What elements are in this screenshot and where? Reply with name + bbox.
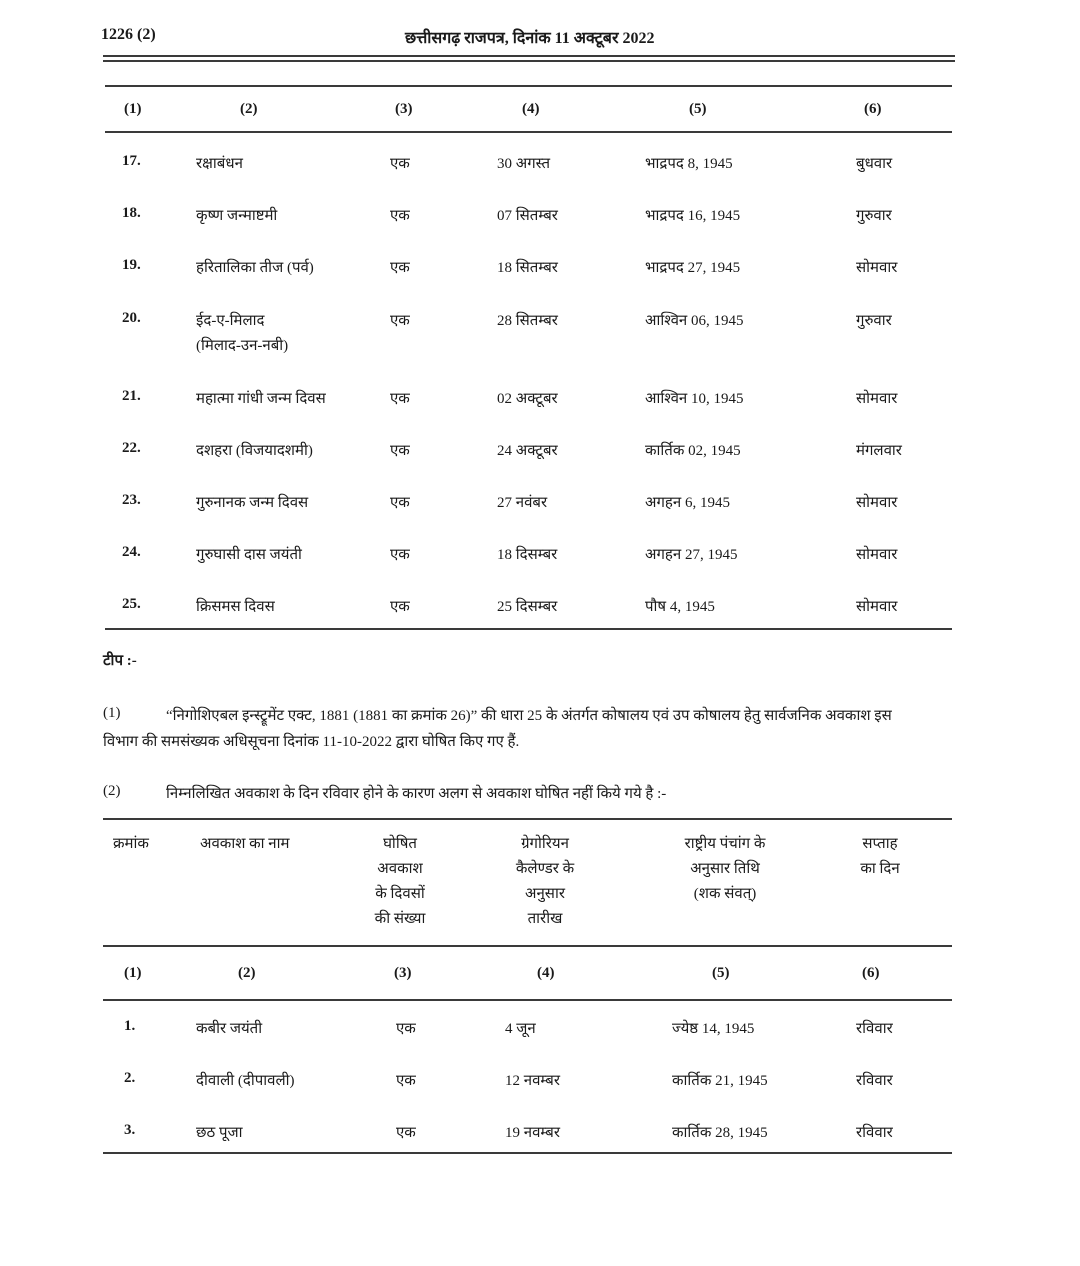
holiday-name: रक्षाबंधन: [196, 156, 243, 172]
weekday: गुरुवार: [856, 313, 892, 329]
weekday: सोमवार: [856, 260, 898, 276]
column-number: (3): [395, 101, 413, 117]
gregorian-date: 28 सितम्बर: [497, 313, 558, 329]
table-top-rule: [105, 85, 952, 87]
gregorian-date: 18 दिसम्बर: [497, 547, 558, 563]
weekday: मंगलवार: [856, 443, 902, 459]
serial-number: 19.: [122, 257, 141, 273]
gregorian-date: 25 दिसम्बर: [497, 599, 558, 615]
holiday-name: क्रिसमस दिवस: [196, 599, 275, 615]
saka-date: आश्विन 10, 1945: [645, 391, 744, 407]
saka-date: भाद्रपद 27, 1945: [645, 260, 741, 276]
holiday-days: एक: [390, 495, 410, 511]
serial-number: 20.: [122, 310, 141, 326]
column-header-line: क्रमांक: [113, 836, 149, 852]
weekday: सोमवार: [856, 599, 898, 615]
serial-number: 25.: [122, 596, 141, 612]
holiday-name: हरितालिका तीज (पर्व): [196, 260, 314, 276]
serial-number: 17.: [122, 153, 141, 169]
table2-header-rule: [103, 945, 952, 947]
weekday: सोमवार: [856, 495, 898, 511]
column-header-line: राष्ट्रीय पंचांग के: [684, 836, 766, 852]
holiday-days: एक: [390, 547, 410, 563]
column-number: (5): [689, 101, 707, 117]
column-header: [655, 832, 795, 907]
table2-top-rule: [103, 818, 952, 820]
column-header: [113, 832, 163, 857]
note-text-line1: “निगोशिएबल इन्स्ट्रूमेंट एक्ट, 1881 (1881 का क्रमांक 26)” की धारा 25 के अंतर्गत कोषालय एवं उप कोषालय हेतु सार्वजनिक अवकाश इस: [166, 708, 892, 724]
column-number: (4): [522, 101, 540, 117]
serial-number: 22.: [122, 440, 141, 456]
saka-date: कार्तिक 02, 1945: [645, 443, 741, 459]
serial-number: 18.: [122, 205, 141, 221]
saka-date: भाद्रपद 8, 1945: [645, 156, 733, 172]
weekday: सोमवार: [856, 391, 898, 407]
note-text-line2: विभाग की समसंख्यक अधिसूचना दिनांक 11-10-2022 द्वारा घोषित किए गए हैं.: [103, 734, 520, 750]
holiday-name: गुरुघासी दास जयंती: [196, 547, 302, 563]
weekday: रविवार: [856, 1021, 893, 1037]
gregorian-date: 19 नवम्बर: [505, 1125, 560, 1141]
holiday-days: एक: [396, 1073, 416, 1089]
column-number: (2): [240, 101, 258, 117]
serial-number: 3.: [124, 1122, 136, 1138]
gregorian-date: 30 अगस्त: [497, 156, 551, 172]
weekday: गुरुवार: [856, 208, 892, 224]
saka-date: भाद्रपद 16, 1945: [645, 208, 741, 224]
column-header-line: की संख्या: [374, 911, 426, 927]
holiday-name: कृष्ण जन्माष्टमी: [196, 208, 278, 224]
holiday-days: एक: [390, 208, 410, 224]
column-number: (3): [394, 965, 412, 981]
gregorian-date: 18 सितम्बर: [497, 260, 558, 276]
serial-number: 1.: [124, 1018, 136, 1034]
column-header-line: ग्रेगोरियन: [521, 836, 569, 852]
weekday: सोमवार: [856, 547, 898, 563]
holiday-days: एक: [390, 156, 410, 172]
column-header: [355, 832, 445, 932]
note-number: (1): [103, 705, 121, 721]
saka-date: पौष 4, 1945: [645, 599, 715, 615]
gregorian-date: 4 जून: [505, 1021, 536, 1037]
weekday: रविवार: [856, 1125, 893, 1141]
page-number: 1226 (2): [101, 26, 156, 43]
serial-number: 2.: [124, 1070, 136, 1086]
holiday-days: एक: [396, 1021, 416, 1037]
column-header-line: कैलेण्डर के: [515, 861, 575, 877]
column-number: (5): [712, 965, 730, 981]
table2-bottom-rule: [103, 1152, 952, 1154]
notes-heading: टीप :-: [103, 653, 137, 669]
column-header-line: का दिन: [860, 861, 900, 877]
column-header-line: सप्ताह: [862, 836, 898, 852]
column-header-line: घोषित: [383, 836, 417, 852]
column-header-line: अनुसार तिथि: [690, 861, 760, 877]
column-header-line: (शक संवत्): [693, 886, 757, 902]
note-text: निम्नलिखित अवकाश के दिन रविवार होने के कारण अलग से अवकाश घोषित नहीं किये गये है :-: [166, 786, 667, 802]
column-number: (4): [537, 965, 555, 981]
holiday-name: (मिलाद-उन-नबी): [196, 338, 289, 354]
table-header-rule: [105, 131, 952, 133]
weekday: रविवार: [856, 1073, 893, 1089]
gregorian-date: 02 अक्टूबर: [497, 391, 558, 407]
column-header-line: के दिवसों: [375, 886, 425, 902]
column-number: (1): [124, 965, 142, 981]
serial-number: 24.: [122, 544, 141, 560]
column-header-line: तारीख: [527, 911, 563, 927]
saka-date: कार्तिक 21, 1945: [672, 1073, 768, 1089]
holiday-name: छठ पूजा: [196, 1125, 243, 1141]
column-header: [840, 832, 920, 882]
gregorian-date: 07 सितम्बर: [497, 208, 558, 224]
holiday-name: दीवाली (दीपावली): [196, 1073, 295, 1089]
note-number: (2): [103, 783, 121, 799]
gregorian-date: 24 अक्टूबर: [497, 443, 558, 459]
saka-date: ज्येष्ठ 14, 1945: [672, 1021, 755, 1037]
holiday-name: महात्मा गांधी जन्म दिवस: [196, 391, 326, 407]
holiday-name: दशहरा (विजयादशमी): [196, 443, 313, 459]
holiday-days: एक: [390, 391, 410, 407]
header-rule-bottom: [103, 60, 955, 62]
weekday: बुधवार: [856, 156, 893, 172]
column-number: (6): [862, 965, 880, 981]
column-header: [200, 832, 310, 857]
serial-number: 23.: [122, 492, 141, 508]
serial-number: 21.: [122, 388, 141, 404]
holiday-days: एक: [390, 260, 410, 276]
holiday-days: एक: [390, 599, 410, 615]
holiday-name: गुरुनानक जन्म दिवस: [196, 495, 309, 511]
holiday-days: एक: [396, 1125, 416, 1141]
saka-date: अगहन 27, 1945: [645, 547, 738, 563]
saka-date: कार्तिक 28, 1945: [672, 1125, 768, 1141]
holiday-name: ईद-ए-मिलाद: [196, 313, 265, 329]
column-header-line: अवकाश का नाम: [200, 836, 290, 852]
holiday-days: एक: [390, 443, 410, 459]
gazette-title: छत्तीसगढ़ राजपत्र, दिनांक 11 अक्टूबर 2022: [405, 30, 655, 47]
saka-date: आश्विन 06, 1945: [645, 313, 744, 329]
header-rule-top: [103, 55, 955, 57]
saka-date: अगहन 6, 1945: [645, 495, 730, 511]
holiday-name: कबीर जयंती: [196, 1021, 263, 1037]
table-bottom-rule: [105, 628, 952, 630]
gregorian-date: 12 नवम्बर: [505, 1073, 560, 1089]
column-header-line: अनुसार: [525, 886, 565, 902]
gregorian-date: 27 नवंबर: [497, 495, 548, 511]
column-number: (1): [124, 101, 142, 117]
column-number: (6): [864, 101, 882, 117]
holiday-days: एक: [390, 313, 410, 329]
column-number: (2): [238, 965, 256, 981]
column-header: [490, 832, 600, 932]
column-header-line: अवकाश: [377, 861, 423, 877]
table2-subheader-rule: [103, 999, 952, 1001]
